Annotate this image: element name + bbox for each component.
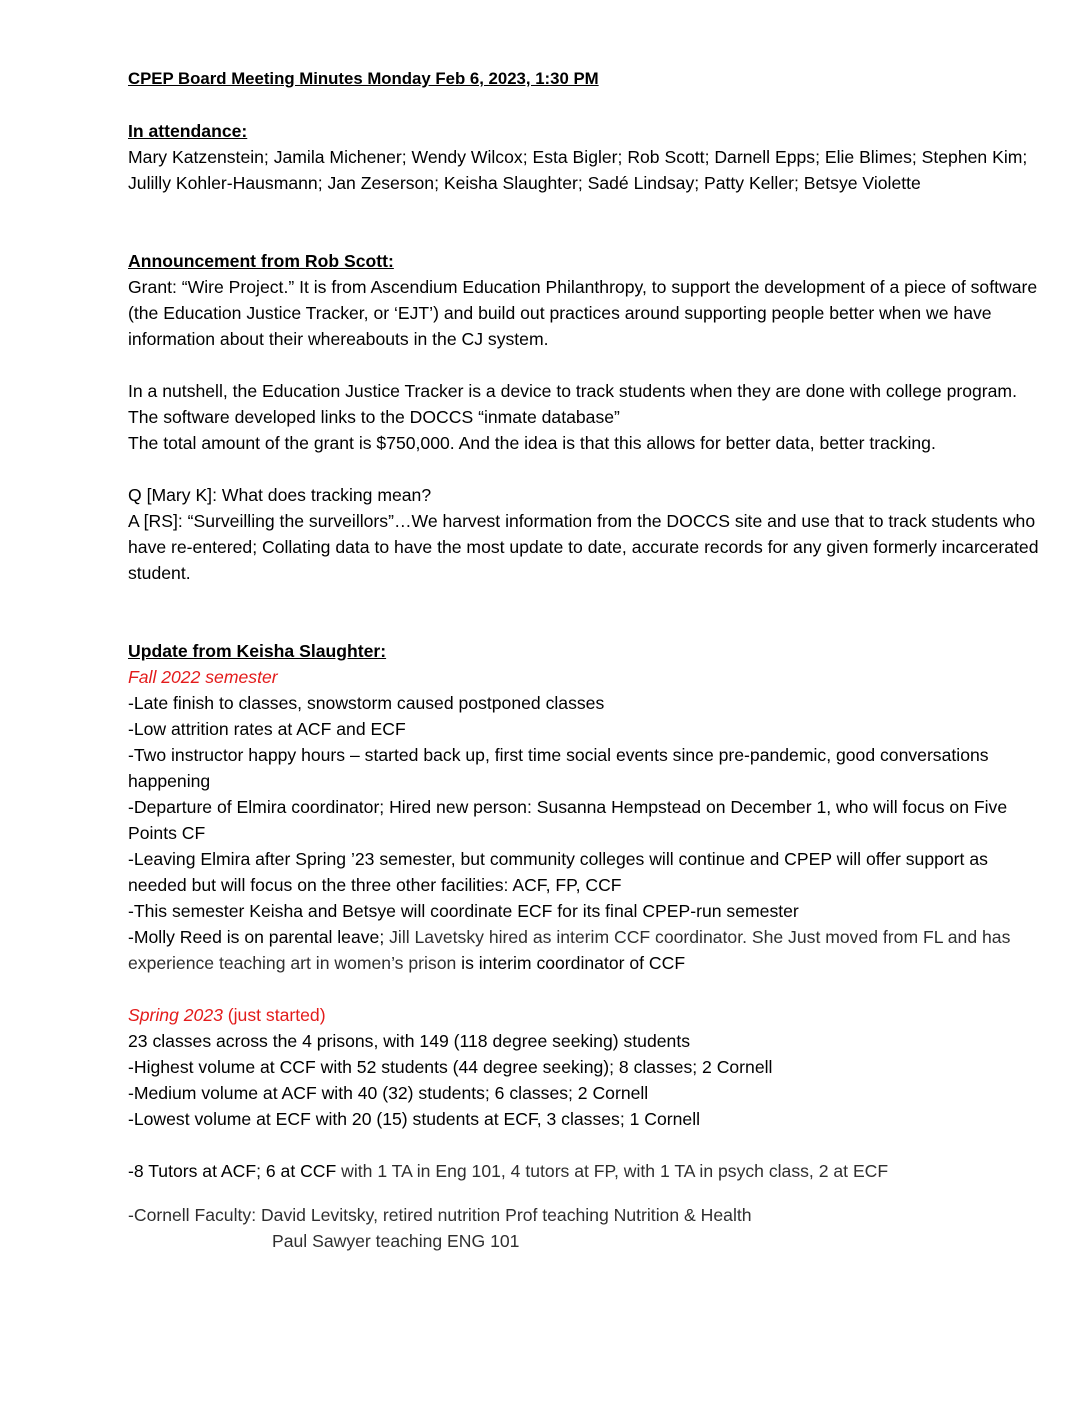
fall-item: -This semester Keisha and Betsye will coordinate ECF for its final CPEP-run semester (128, 901, 799, 921)
meeting-minutes (128, 66, 1048, 1254)
announcement-tracker-paragraph: In a nutshell, the Education Justice Tracker is a device to track students when they are done with college program. The software developed links to the DOCCS “inmate database” (128, 381, 1017, 427)
parental-leave-lead: -Molly Reed is on parental leave; (128, 927, 390, 947)
interim-coordinator-note: Jill Lavetsky hired as interim CCF coordinator. She Just moved from FL and has experience teaching art in women’s prison (128, 927, 1011, 973)
fall-item: -Late finish to classes, snowstorm caused postponed classes (128, 693, 605, 713)
tutors-lead: -8 Tutors at ACF; 6 at CCF (128, 1161, 337, 1181)
announcement-grant-amount: The total amount of the grant is $750,000. And the idea is that this allows for better data, better tracking. (128, 433, 936, 453)
spring-semester-note: (just started) (222, 1005, 326, 1025)
attendance-heading: In attendance: (128, 121, 248, 141)
fall-semester-heading: Fall 2022 semester (128, 667, 278, 687)
fall-item: -Two instructor happy hours – started back up, first time social events since pre-pandemic, good conversations happening (128, 745, 989, 791)
fall-item: -Departure of Elmira coordinator; Hired new person: Susanna Hempstead on December 1, who will focus on Five Points CF (128, 797, 1008, 843)
answer-paragraph: A [RS]: “Surveilling the surveillors”…We harvest information from the DOCCS site and use that to track students who have re-entered; Collating data to have the most update to date, accurate records for any given formerly incarcerated student. (128, 511, 1039, 583)
attendance-names: Mary Katzenstein; Jamila Michener; Wendy Wilcox; Esta Bigler; Rob Scott; Darnell Epps; Elie Blimes; Stephen Kim; Julilly Kohler-Hausmann; Jan Zeserson; Keisha Slaughter; Sadé Lindsay; Patty Keller; Betsye Violette (128, 147, 1028, 193)
interim-coordinator-tail: is interim coordinator of CCF (461, 953, 686, 973)
spring-semester-heading (128, 1002, 1048, 1028)
fall-item-parental-leave (128, 924, 1048, 976)
spring-item: -Lowest volume at ECF with 20 (15) students at ECF, 3 classes; 1 Cornell (128, 1109, 701, 1129)
spring-item: -Medium volume at ACF with 40 (32) students; 6 classes; 2 Cornell (128, 1083, 649, 1103)
fall-item: -Low attrition rates at ACF and ECF (128, 719, 406, 739)
announcement-heading: Announcement from Rob Scott: (128, 251, 394, 271)
spring-item: 23 classes across the 4 prisons, with 149 (118 degree seeking) students (128, 1031, 691, 1051)
tutors-line (128, 1158, 1048, 1184)
faculty-line: -Cornell Faculty: David Levitsky, retired nutrition Prof teaching Nutrition & Health (128, 1205, 752, 1225)
question-line: Q [Mary K]: What does tracking mean? (128, 485, 432, 505)
faculty-line-continued: Paul Sawyer teaching ENG 101 (272, 1231, 520, 1251)
tutors-detail: with 1 TA in Eng 101, 4 tutors at FP, with 1 TA in psych class, 2 at ECF (336, 1161, 889, 1181)
announcement-grant-paragraph: Grant: “Wire Project.” It is from Ascendium Education Philanthropy, to support the development of a piece of software (the Education Justice Tracker, or ‘EJT’) and build out practices around supporting people better when we have information about their whereabouts in the CJ system. (128, 277, 1038, 349)
document-title: CPEP Board Meeting Minutes Monday Feb 6, 2023, 1:30 PM (128, 69, 599, 88)
spring-item: -Highest volume at CCF with 52 students (44 degree seeking); 8 classes; 2 Cornell (128, 1057, 773, 1077)
update-heading: Update from Keisha Slaughter: (128, 641, 387, 661)
spring-semester-label: Spring 2023 (128, 1005, 223, 1025)
fall-item: -Leaving Elmira after Spring ’23 semester, but community colleges will continue and CPEP will offer support as needed but will focus on the three other facilities: ACF, FP, CCF (128, 849, 988, 895)
